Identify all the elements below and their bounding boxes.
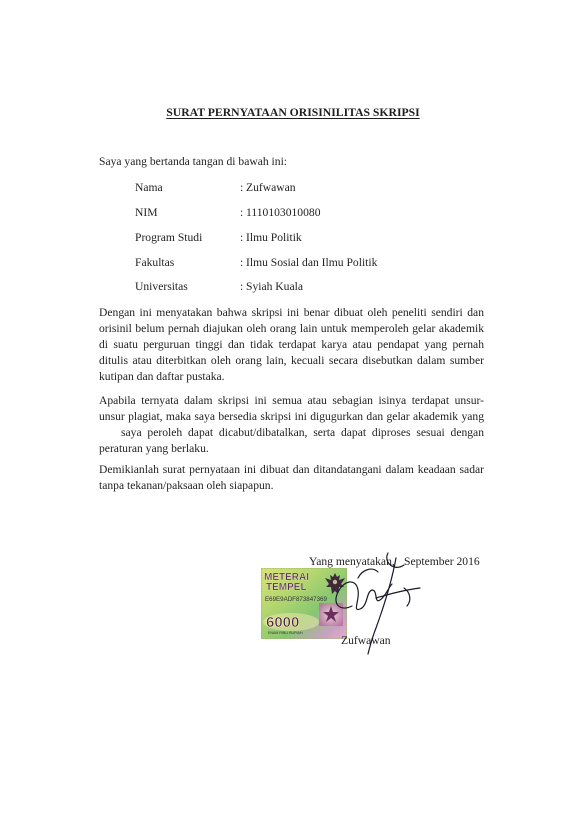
identity-separator: : [240,280,244,293]
identity-separator: : [240,231,244,244]
identity-value: Ilmu Sosial dan Ilmu Politik [246,256,378,269]
paragraph-line: saya peroleh dapat dicabut/dibatalkan, serta dapat diproses sesuai dengan [121,426,484,439]
identity-separator: : [240,206,244,219]
identity-label: Nama [135,181,163,194]
identity-label: Program Studi [135,231,203,244]
paragraph-line: unsur plagiat, maka saya bersedia skripsi ini digugurkan dan gelar akademik yang [99,410,484,423]
paragraph-line: ditulis atau diterbitkan oleh orang lain, kecuali secara disebutkan dalam sumber [99,354,484,367]
stamp-heading-line2: TEMPEL [266,582,307,593]
stamp-amount-words: ENAM RIBU RUPIAH [268,631,303,635]
identity-separator: : [240,256,244,269]
paragraph-line: Dengan ini menyatakan bahwa skripsi ini benar dibuat oleh peneliti sendiri dan [99,306,484,319]
identity-value: Syiah Kuala [246,280,303,293]
closing-paragraph [99,462,484,494]
identity-value: Ilmu Politik [246,231,302,244]
paragraph-line: peraturan yang berlaku. [99,442,209,455]
identity-separator: : [240,181,244,194]
identity-label: Universitas [135,280,188,293]
signature-stroke [358,569,378,578]
paragraph-line: di suatu perguruan tinggi dan tidak terdapat karya atau pendapat yang pernah [99,338,484,351]
closing-date: September 2016 [404,555,480,568]
signature [320,540,430,660]
paragraph-line: Apabila ternyata dalam skripsi ini semua atau sebagian isinya terdapat unsur- [99,394,484,407]
stamp-heading-line1: METERAI [264,572,309,583]
identity-label: NIM [135,206,158,219]
identity-label: Fakultas [135,256,175,269]
paragraph-line: orisinil belum pernah diajukan oleh orang lain untuk memperoleh gelar akademik [99,322,484,335]
intro-text: Saya yang bertanda tangan di bawah ini: [99,155,288,168]
plagiarism-paragraph [99,393,484,457]
statement-paragraph [99,305,484,385]
signatory-name: Zufwawan [341,634,391,647]
document-title: SURAT PERNYATAAN ORISINILITAS SKRIPSI [166,106,420,119]
paragraph-line: tanpa tekanan/paksaan oleh siapapun. [99,479,274,492]
signature-stroke [376,588,420,598]
paragraph-line: kutipan dan daftar pustaka. [99,370,225,383]
closing-statement: Yang menyatakan, [309,555,395,568]
identity-value: Zufwawan [246,181,296,194]
identity-value: 1110103010080 [246,206,321,219]
paragraph-line: Demikianlah surat pernyataan ini dibuat dan ditandatangani dalam keadaan sadar [99,463,484,476]
signature-stroke [368,558,396,654]
stamp-amount: 6000 [266,614,300,631]
stamp-serial: E69E9ADF873847369 [265,596,327,603]
